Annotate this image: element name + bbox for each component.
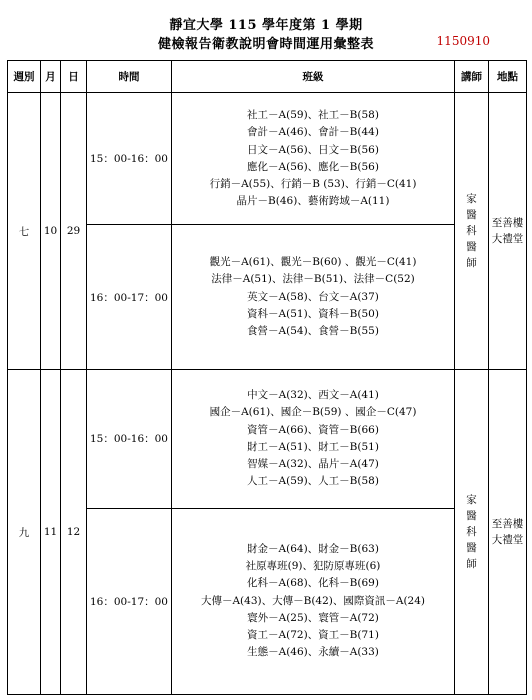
col-header-time: 時間 xyxy=(87,61,172,93)
day-cell: 29 xyxy=(61,93,87,370)
lecturer-char: 家 xyxy=(466,494,477,507)
classes-cell xyxy=(172,225,455,370)
class-line: 觀光－A(61)、觀光－B(60) 、觀光－C(41) xyxy=(209,256,417,269)
class-line: 應化－A(56)、應化－B(56) xyxy=(247,160,379,173)
class-line: 寰外－A(25)、寰管－A(72) xyxy=(247,611,379,624)
class-line: 會計－A(46)、會計－B(44) xyxy=(247,126,379,139)
week-cell: 七 xyxy=(8,93,41,370)
week-cell: 九 xyxy=(8,370,41,695)
table-row xyxy=(8,93,527,225)
class-line: 法律－A(51)、法律－B(51)、法律－C(52) xyxy=(211,273,415,286)
lecturer-char: 科 xyxy=(466,526,477,539)
class-line: 食營－A(54)、食營－B(55) xyxy=(247,325,379,338)
time-cell: 16：00-17：00 xyxy=(87,508,172,694)
month-cell: 11 xyxy=(41,370,61,695)
col-header-lecturer: 講師 xyxy=(455,61,489,93)
lecturer-char: 醫 xyxy=(466,542,477,555)
class-line: 社原專班(9)、犯防原專班(6) xyxy=(245,560,381,573)
day-cell: 12 xyxy=(61,370,87,695)
lecturer-char: 醫 xyxy=(466,209,477,222)
class-line: 資工－A(72)、資工－B(71) xyxy=(247,629,379,642)
table-row xyxy=(8,370,527,509)
lecturer-char: 醫 xyxy=(466,241,477,254)
classes-cell xyxy=(172,93,455,225)
col-header-week: 週別 xyxy=(8,61,41,93)
month-cell: 10 xyxy=(41,93,61,370)
class-line: 資管－A(66)、資管－B(66) xyxy=(247,423,379,436)
class-line: 社工－A(59)、社工－B(58) xyxy=(247,109,379,122)
document-header xyxy=(0,0,532,62)
class-line: 財金－A(64)、財金－B(63) xyxy=(247,543,379,556)
schedule-table xyxy=(7,60,527,695)
classes-cell xyxy=(172,508,455,694)
class-line: 財工－A(51)、財工－B(51) xyxy=(247,440,379,453)
time-cell: 16：00-17：00 xyxy=(87,225,172,370)
lecturer-char: 師 xyxy=(466,257,477,270)
class-line: 日文－A(56)、日文－B(56) xyxy=(247,143,379,156)
class-line: 智媒－A(32)、晶片－A(47) xyxy=(247,458,379,471)
col-header-day: 日 xyxy=(61,61,87,93)
lecturer-cell xyxy=(455,370,489,695)
location-line: 大禮堂 xyxy=(491,534,524,547)
class-line: 英文－A(58)、台文－A(37) xyxy=(247,290,379,303)
time-cell: 15：00-16：00 xyxy=(87,93,172,225)
lecturer-char: 醫 xyxy=(466,510,477,523)
lecturer-char: 師 xyxy=(466,558,477,571)
location-line: 至善樓 xyxy=(491,217,524,230)
location-line: 至善樓 xyxy=(491,518,524,531)
class-line: 晶片－B(46)、藝術跨域－A(11) xyxy=(236,195,390,208)
location-line: 大禮堂 xyxy=(491,233,524,246)
col-header-month: 月 xyxy=(41,61,61,93)
lecturer-cell xyxy=(455,93,489,370)
document-title: 靜宜大學 115 學年度第 1 學期 xyxy=(169,18,363,33)
class-line: 化科－A(68)、化科－B(69) xyxy=(247,577,379,590)
lecturer-char: 家 xyxy=(466,193,477,206)
class-line: 中文－A(32)、西文－A(41) xyxy=(247,389,379,402)
classes-cell xyxy=(172,370,455,509)
location-cell xyxy=(489,370,527,695)
lecturer-char: 科 xyxy=(466,225,477,238)
time-cell: 15：00-16：00 xyxy=(87,370,172,509)
class-line: 人工－A(59)、人工－B(58) xyxy=(247,475,379,488)
class-line: 大傳－A(43)、大傳－B(42)、國際資訊－A(24) xyxy=(200,594,426,607)
col-header-classes: 班級 xyxy=(172,61,455,93)
col-header-location: 地點 xyxy=(489,61,527,93)
location-cell xyxy=(489,93,527,370)
header-row xyxy=(8,61,527,93)
class-line: 生態－A(46)、永續－A(33) xyxy=(247,646,379,659)
class-line: 行銷－A(55)、行銷－B (53)、行銷－C(41) xyxy=(209,177,417,190)
class-line: 資科－A(51)、資科－B(50) xyxy=(247,307,379,320)
document-number: 1150910 xyxy=(436,34,490,48)
class-line: 國企－A(61)、國企－B(59) 、國企－C(47) xyxy=(209,406,417,419)
document-subtitle: 健檢報告衛教說明會時間運用彙整表 xyxy=(157,37,374,52)
